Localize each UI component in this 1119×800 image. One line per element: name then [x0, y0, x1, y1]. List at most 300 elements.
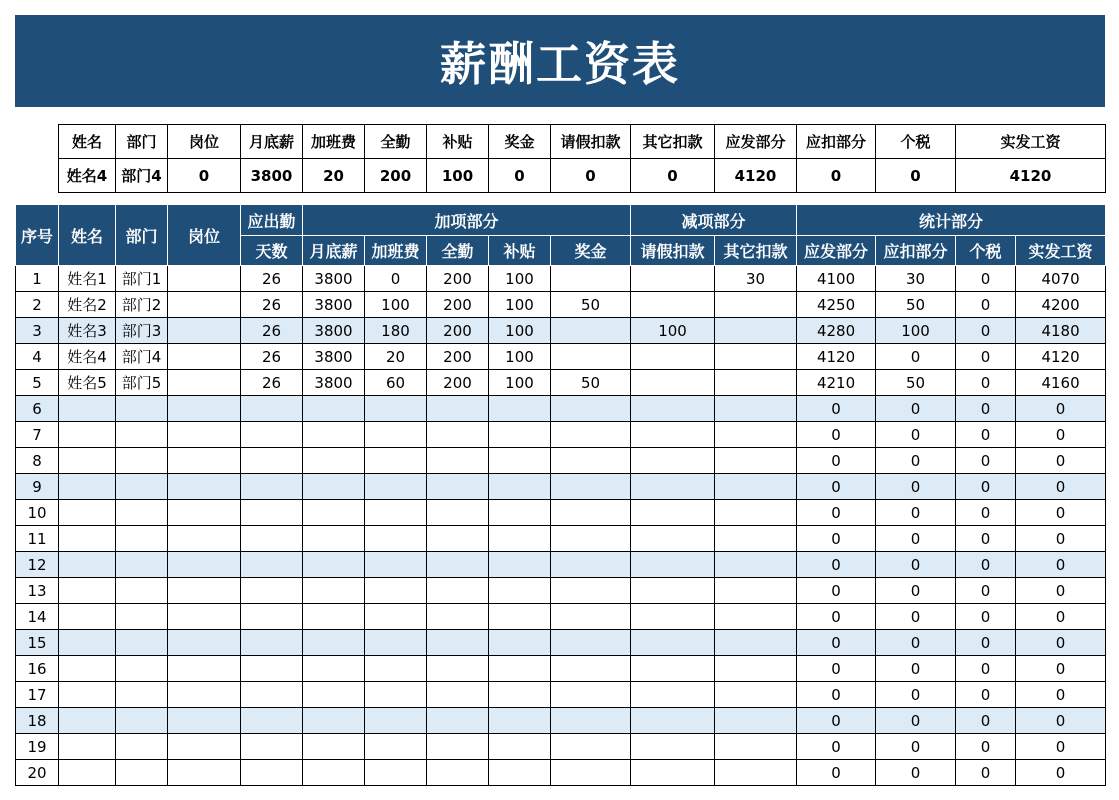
table-cell[interactable] [631, 474, 715, 500]
table-cell[interactable] [715, 552, 797, 578]
table-cell[interactable] [303, 422, 365, 448]
table-cell[interactable]: 30 [715, 266, 797, 292]
table-cell[interactable] [303, 708, 365, 734]
table-cell[interactable]: 0 [876, 526, 956, 552]
table-cell[interactable]: 4120 [1016, 344, 1106, 370]
table-cell[interactable] [303, 630, 365, 656]
table-cell[interactable] [489, 630, 551, 656]
table-cell[interactable]: 部门3 [116, 318, 168, 344]
table-cell[interactable] [59, 734, 116, 760]
table-cell[interactable] [168, 474, 241, 500]
table-cell[interactable]: 0 [1016, 630, 1106, 656]
table-cell[interactable]: 0 [1016, 760, 1106, 786]
table-cell[interactable] [551, 474, 631, 500]
table-cell[interactable]: 20 [365, 344, 427, 370]
table-cell[interactable]: 26 [241, 318, 303, 344]
table-cell[interactable] [427, 422, 489, 448]
table-cell[interactable] [303, 474, 365, 500]
table-cell[interactable]: 0 [797, 552, 876, 578]
table-cell[interactable]: 0 [365, 266, 427, 292]
table-cell[interactable] [303, 578, 365, 604]
table-cell[interactable]: 0 [1016, 656, 1106, 682]
lookup-value-cell[interactable]: 0 [876, 159, 956, 193]
table-cell[interactable] [715, 370, 797, 396]
table-cell[interactable]: 0 [876, 578, 956, 604]
table-cell[interactable] [631, 708, 715, 734]
table-cell[interactable] [631, 396, 715, 422]
table-cell[interactable]: 4100 [797, 266, 876, 292]
table-cell[interactable] [116, 630, 168, 656]
table-cell[interactable] [365, 396, 427, 422]
table-cell[interactable] [715, 500, 797, 526]
table-cell[interactable] [59, 604, 116, 630]
table-cell[interactable] [551, 500, 631, 526]
table-cell[interactable] [489, 682, 551, 708]
lookup-value-cell[interactable]: 0 [797, 159, 876, 193]
table-cell[interactable]: 姓名2 [59, 292, 116, 318]
table-cell[interactable]: 2 [16, 292, 59, 318]
lookup-value-cell[interactable]: 0 [168, 159, 241, 193]
table-cell[interactable] [303, 396, 365, 422]
table-cell[interactable]: 60 [365, 370, 427, 396]
table-cell[interactable] [303, 734, 365, 760]
lookup-value-cell[interactable]: 200 [365, 159, 427, 193]
table-cell[interactable] [168, 578, 241, 604]
table-cell[interactable] [116, 682, 168, 708]
table-cell[interactable]: 0 [956, 500, 1016, 526]
table-cell[interactable] [241, 474, 303, 500]
table-cell[interactable] [59, 448, 116, 474]
table-cell[interactable]: 3800 [303, 370, 365, 396]
lookup-value-cell[interactable]: 0 [489, 159, 551, 193]
table-cell[interactable]: 30 [876, 266, 956, 292]
table-cell[interactable]: 姓名3 [59, 318, 116, 344]
table-cell[interactable] [427, 656, 489, 682]
table-cell[interactable] [303, 760, 365, 786]
table-cell[interactable] [715, 318, 797, 344]
table-cell[interactable] [303, 500, 365, 526]
table-cell[interactable] [168, 370, 241, 396]
table-cell[interactable] [241, 396, 303, 422]
table-cell[interactable]: 0 [876, 760, 956, 786]
table-cell[interactable] [715, 708, 797, 734]
table-cell[interactable]: 4200 [1016, 292, 1106, 318]
table-cell[interactable] [631, 370, 715, 396]
table-cell[interactable]: 0 [876, 448, 956, 474]
table-cell[interactable] [551, 318, 631, 344]
table-cell[interactable] [427, 708, 489, 734]
table-cell[interactable] [168, 656, 241, 682]
table-cell[interactable] [241, 656, 303, 682]
table-cell[interactable] [59, 578, 116, 604]
table-cell[interactable] [551, 344, 631, 370]
table-cell[interactable] [365, 422, 427, 448]
table-cell[interactable] [116, 500, 168, 526]
table-cell[interactable] [551, 448, 631, 474]
table-cell[interactable] [168, 526, 241, 552]
table-cell[interactable] [168, 708, 241, 734]
table-cell[interactable] [427, 526, 489, 552]
table-cell[interactable] [168, 422, 241, 448]
table-cell[interactable]: 0 [797, 422, 876, 448]
table-cell[interactable]: 100 [489, 266, 551, 292]
table-cell[interactable]: 0 [956, 682, 1016, 708]
table-cell[interactable]: 0 [876, 604, 956, 630]
table-cell[interactable]: 0 [876, 630, 956, 656]
table-cell[interactable]: 100 [876, 318, 956, 344]
table-cell[interactable]: 0 [956, 422, 1016, 448]
table-cell[interactable] [303, 552, 365, 578]
table-cell[interactable] [59, 708, 116, 734]
table-cell[interactable] [427, 500, 489, 526]
table-cell[interactable] [551, 656, 631, 682]
table-cell[interactable]: 0 [956, 318, 1016, 344]
table-cell[interactable]: 15 [16, 630, 59, 656]
table-cell[interactable]: 0 [876, 500, 956, 526]
table-cell[interactable] [168, 630, 241, 656]
table-cell[interactable] [631, 552, 715, 578]
table-cell[interactable] [427, 682, 489, 708]
table-cell[interactable]: 0 [797, 760, 876, 786]
table-cell[interactable] [365, 630, 427, 656]
table-cell[interactable]: 0 [876, 344, 956, 370]
table-cell[interactable] [631, 422, 715, 448]
table-cell[interactable] [489, 656, 551, 682]
table-cell[interactable]: 姓名5 [59, 370, 116, 396]
table-cell[interactable] [365, 708, 427, 734]
table-cell[interactable]: 0 [797, 578, 876, 604]
table-cell[interactable]: 50 [551, 370, 631, 396]
table-cell[interactable] [116, 448, 168, 474]
table-cell[interactable] [489, 552, 551, 578]
table-cell[interactable] [631, 734, 715, 760]
table-cell[interactable] [59, 552, 116, 578]
table-cell[interactable]: 4280 [797, 318, 876, 344]
table-cell[interactable] [365, 526, 427, 552]
lookup-value-cell[interactable]: 姓名4 [59, 159, 116, 193]
table-cell[interactable]: 0 [876, 422, 956, 448]
table-cell[interactable]: 0 [1016, 552, 1106, 578]
table-cell[interactable]: 100 [489, 344, 551, 370]
table-cell[interactable] [715, 760, 797, 786]
table-cell[interactable] [489, 604, 551, 630]
table-cell[interactable]: 0 [956, 344, 1016, 370]
table-cell[interactable] [715, 682, 797, 708]
table-cell[interactable] [241, 500, 303, 526]
table-cell[interactable] [551, 266, 631, 292]
table-cell[interactable]: 26 [241, 344, 303, 370]
table-cell[interactable]: 0 [876, 734, 956, 760]
table-cell[interactable]: 100 [489, 370, 551, 396]
table-cell[interactable] [365, 448, 427, 474]
table-cell[interactable] [365, 656, 427, 682]
table-cell[interactable]: 50 [876, 292, 956, 318]
table-cell[interactable] [551, 604, 631, 630]
table-cell[interactable]: 0 [956, 474, 1016, 500]
table-cell[interactable]: 18 [16, 708, 59, 734]
table-cell[interactable] [241, 448, 303, 474]
table-cell[interactable]: 7 [16, 422, 59, 448]
table-cell[interactable]: 0 [876, 708, 956, 734]
table-cell[interactable] [631, 656, 715, 682]
table-cell[interactable]: 0 [797, 526, 876, 552]
table-cell[interactable] [715, 526, 797, 552]
table-cell[interactable]: 0 [797, 500, 876, 526]
table-cell[interactable]: 5 [16, 370, 59, 396]
table-cell[interactable]: 部门4 [116, 344, 168, 370]
table-cell[interactable] [241, 682, 303, 708]
table-cell[interactable] [168, 448, 241, 474]
table-cell[interactable]: 13 [16, 578, 59, 604]
table-cell[interactable]: 3 [16, 318, 59, 344]
table-cell[interactable]: 0 [956, 266, 1016, 292]
table-cell[interactable] [489, 760, 551, 786]
table-cell[interactable] [241, 578, 303, 604]
table-cell[interactable]: 19 [16, 734, 59, 760]
table-cell[interactable] [116, 422, 168, 448]
table-cell[interactable] [365, 604, 427, 630]
table-cell[interactable] [551, 396, 631, 422]
table-cell[interactable] [489, 448, 551, 474]
table-cell[interactable] [427, 578, 489, 604]
table-cell[interactable] [631, 266, 715, 292]
table-cell[interactable]: 0 [956, 708, 1016, 734]
table-cell[interactable]: 姓名4 [59, 344, 116, 370]
table-cell[interactable] [116, 734, 168, 760]
table-cell[interactable]: 26 [241, 370, 303, 396]
table-cell[interactable] [116, 656, 168, 682]
table-cell[interactable]: 4160 [1016, 370, 1106, 396]
table-cell[interactable]: 200 [427, 292, 489, 318]
table-cell[interactable] [631, 760, 715, 786]
table-cell[interactable]: 100 [489, 292, 551, 318]
table-cell[interactable]: 0 [956, 578, 1016, 604]
table-cell[interactable] [427, 604, 489, 630]
table-cell[interactable]: 0 [797, 630, 876, 656]
table-cell[interactable] [168, 760, 241, 786]
table-cell[interactable]: 100 [365, 292, 427, 318]
table-cell[interactable] [715, 292, 797, 318]
table-cell[interactable]: 0 [797, 448, 876, 474]
table-cell[interactable]: 12 [16, 552, 59, 578]
table-cell[interactable] [241, 422, 303, 448]
table-cell[interactable]: 0 [1016, 474, 1106, 500]
table-cell[interactable] [116, 396, 168, 422]
table-cell[interactable] [116, 578, 168, 604]
table-cell[interactable] [365, 552, 427, 578]
table-cell[interactable] [168, 682, 241, 708]
table-cell[interactable] [551, 682, 631, 708]
table-cell[interactable] [631, 448, 715, 474]
table-cell[interactable]: 8 [16, 448, 59, 474]
table-cell[interactable] [489, 474, 551, 500]
table-cell[interactable] [116, 604, 168, 630]
table-cell[interactable] [241, 526, 303, 552]
table-cell[interactable] [116, 760, 168, 786]
table-cell[interactable]: 0 [956, 292, 1016, 318]
table-cell[interactable] [427, 630, 489, 656]
table-cell[interactable] [715, 344, 797, 370]
lookup-value-cell[interactable]: 4120 [956, 159, 1106, 193]
table-cell[interactable]: 0 [797, 396, 876, 422]
table-cell[interactable]: 0 [956, 734, 1016, 760]
table-cell[interactable] [241, 604, 303, 630]
table-cell[interactable] [59, 396, 116, 422]
table-cell[interactable] [551, 578, 631, 604]
table-cell[interactable]: 0 [956, 396, 1016, 422]
table-cell[interactable] [631, 630, 715, 656]
table-cell[interactable] [427, 734, 489, 760]
table-cell[interactable] [303, 656, 365, 682]
table-cell[interactable]: 0 [797, 682, 876, 708]
table-cell[interactable]: 0 [797, 474, 876, 500]
table-cell[interactable] [715, 604, 797, 630]
table-cell[interactable] [241, 708, 303, 734]
table-cell[interactable]: 0 [956, 526, 1016, 552]
table-cell[interactable] [168, 318, 241, 344]
lookup-value-cell[interactable]: 0 [631, 159, 715, 193]
table-cell[interactable] [303, 682, 365, 708]
table-cell[interactable]: 4180 [1016, 318, 1106, 344]
table-cell[interactable]: 200 [427, 344, 489, 370]
table-cell[interactable] [59, 474, 116, 500]
table-cell[interactable]: 4120 [797, 344, 876, 370]
table-cell[interactable] [489, 396, 551, 422]
table-cell[interactable] [427, 396, 489, 422]
table-cell[interactable]: 6 [16, 396, 59, 422]
table-cell[interactable] [631, 604, 715, 630]
table-cell[interactable]: 0 [1016, 708, 1106, 734]
table-cell[interactable] [168, 344, 241, 370]
table-cell[interactable] [365, 734, 427, 760]
table-cell[interactable] [365, 500, 427, 526]
table-cell[interactable] [715, 578, 797, 604]
table-cell[interactable]: 3800 [303, 266, 365, 292]
table-cell[interactable] [303, 604, 365, 630]
table-cell[interactable]: 0 [797, 604, 876, 630]
table-cell[interactable]: 0 [956, 552, 1016, 578]
table-cell[interactable]: 0 [1016, 422, 1106, 448]
table-cell[interactable]: 部门2 [116, 292, 168, 318]
table-cell[interactable]: 200 [427, 318, 489, 344]
table-cell[interactable] [715, 734, 797, 760]
table-cell[interactable] [59, 526, 116, 552]
table-cell[interactable]: 0 [956, 630, 1016, 656]
lookup-value-cell[interactable]: 3800 [241, 159, 303, 193]
table-cell[interactable]: 0 [1016, 604, 1106, 630]
table-cell[interactable] [59, 422, 116, 448]
table-cell[interactable]: 部门5 [116, 370, 168, 396]
table-cell[interactable] [365, 760, 427, 786]
table-cell[interactable] [715, 448, 797, 474]
table-cell[interactable] [631, 682, 715, 708]
table-cell[interactable]: 0 [1016, 448, 1106, 474]
table-cell[interactable] [551, 708, 631, 734]
table-cell[interactable] [365, 578, 427, 604]
table-cell[interactable] [59, 682, 116, 708]
table-cell[interactable]: 0 [876, 552, 956, 578]
table-cell[interactable]: 0 [1016, 578, 1106, 604]
table-cell[interactable]: 4250 [797, 292, 876, 318]
table-cell[interactable] [241, 734, 303, 760]
table-cell[interactable]: 3800 [303, 318, 365, 344]
table-cell[interactable] [168, 734, 241, 760]
table-cell[interactable] [489, 708, 551, 734]
table-cell[interactable]: 0 [797, 708, 876, 734]
table-cell[interactable] [489, 734, 551, 760]
table-cell[interactable] [631, 578, 715, 604]
table-cell[interactable]: 9 [16, 474, 59, 500]
table-cell[interactable] [715, 630, 797, 656]
table-cell[interactable] [116, 708, 168, 734]
table-cell[interactable] [241, 630, 303, 656]
table-cell[interactable] [59, 760, 116, 786]
table-cell[interactable] [715, 422, 797, 448]
table-cell[interactable]: 0 [956, 656, 1016, 682]
table-cell[interactable]: 0 [876, 474, 956, 500]
table-cell[interactable] [551, 760, 631, 786]
table-cell[interactable] [168, 500, 241, 526]
table-cell[interactable] [116, 474, 168, 500]
lookup-value-cell[interactable]: 部门4 [116, 159, 168, 193]
table-cell[interactable]: 26 [241, 292, 303, 318]
table-cell[interactable]: 0 [1016, 526, 1106, 552]
table-cell[interactable]: 0 [956, 448, 1016, 474]
table-cell[interactable]: 0 [797, 734, 876, 760]
lookup-value-cell[interactable]: 4120 [715, 159, 797, 193]
table-cell[interactable]: 0 [956, 604, 1016, 630]
table-cell[interactable] [631, 344, 715, 370]
table-cell[interactable]: 0 [876, 656, 956, 682]
table-cell[interactable] [489, 526, 551, 552]
table-cell[interactable] [551, 734, 631, 760]
table-cell[interactable] [427, 552, 489, 578]
table-cell[interactable] [489, 500, 551, 526]
table-cell[interactable] [631, 526, 715, 552]
table-cell[interactable] [241, 552, 303, 578]
table-cell[interactable]: 100 [489, 318, 551, 344]
lookup-value-cell[interactable]: 0 [551, 159, 631, 193]
table-cell[interactable]: 200 [427, 266, 489, 292]
table-cell[interactable]: 0 [797, 656, 876, 682]
table-cell[interactable]: 3800 [303, 292, 365, 318]
table-cell[interactable] [551, 630, 631, 656]
table-cell[interactable]: 0 [1016, 396, 1106, 422]
table-cell[interactable]: 180 [365, 318, 427, 344]
lookup-value-cell[interactable]: 20 [303, 159, 365, 193]
table-cell[interactable] [168, 266, 241, 292]
table-cell[interactable] [715, 474, 797, 500]
table-cell[interactable] [168, 604, 241, 630]
table-cell[interactable]: 50 [551, 292, 631, 318]
table-cell[interactable]: 姓名1 [59, 266, 116, 292]
table-cell[interactable]: 0 [956, 370, 1016, 396]
table-cell[interactable] [551, 526, 631, 552]
table-cell[interactable] [489, 578, 551, 604]
table-cell[interactable]: 0 [1016, 682, 1106, 708]
table-cell[interactable] [489, 422, 551, 448]
table-cell[interactable]: 17 [16, 682, 59, 708]
table-cell[interactable]: 14 [16, 604, 59, 630]
table-cell[interactable] [631, 292, 715, 318]
table-cell[interactable]: 0 [956, 760, 1016, 786]
table-cell[interactable]: 4070 [1016, 266, 1106, 292]
table-cell[interactable]: 0 [876, 396, 956, 422]
table-cell[interactable] [551, 552, 631, 578]
table-cell[interactable] [715, 396, 797, 422]
table-cell[interactable]: 0 [1016, 734, 1106, 760]
table-cell[interactable] [241, 760, 303, 786]
